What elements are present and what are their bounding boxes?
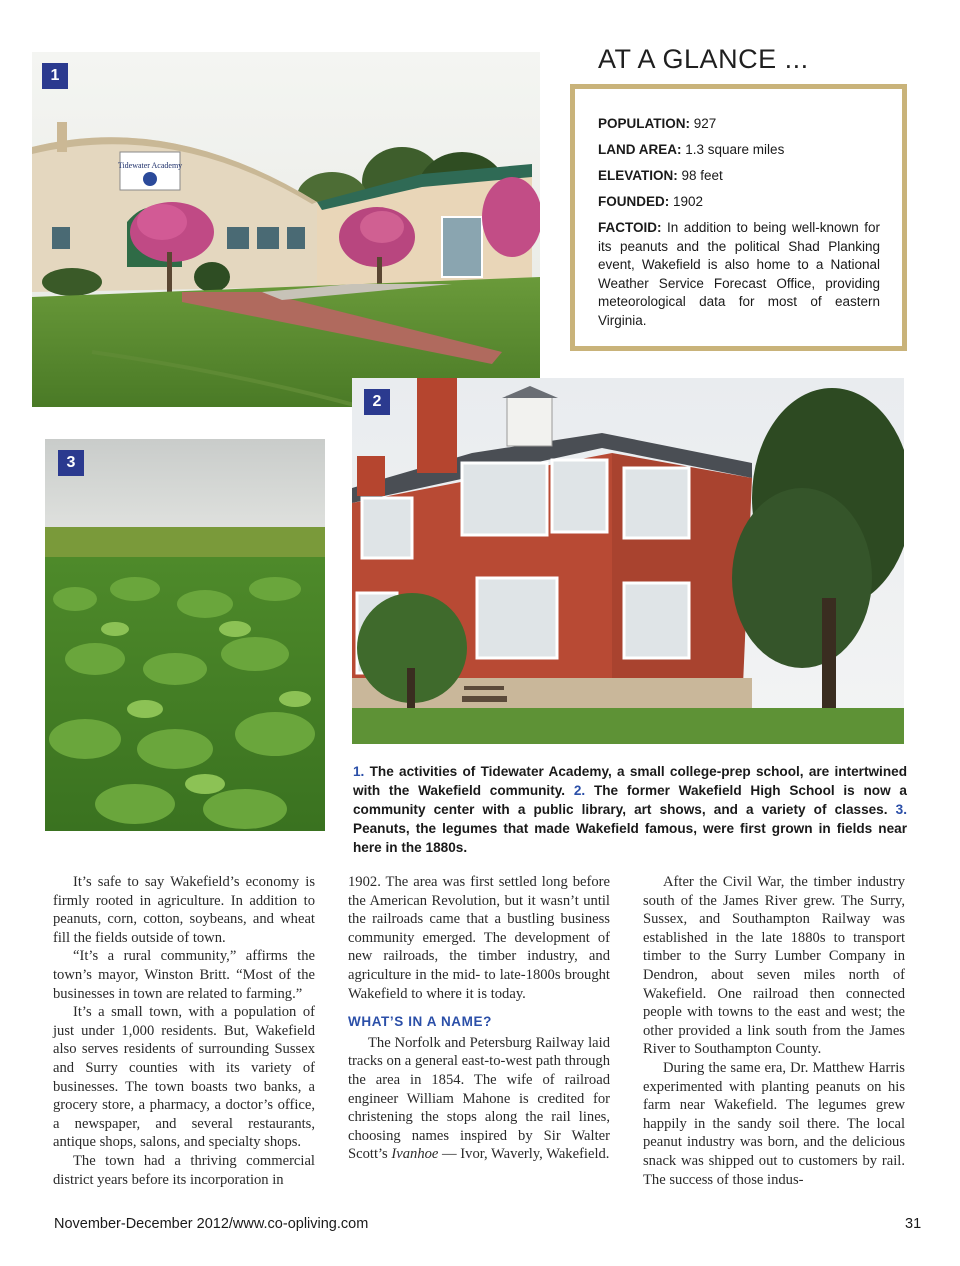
- paragraph: During the same era, Dr. Matthew Harris experimented with planting peanuts on his farm near Wakefield. The legumes grew happily in the sandy soil there. The local peanut industry was born, and the delicious snack was shipped out to customers by rail. The success of those indus-: [643, 1059, 905, 1188]
- footer-issue-url: November-December 2012/www.co-opliving.com: [54, 1216, 369, 1232]
- founded-line: [598, 193, 880, 210]
- photo-number-badge: 2: [364, 389, 390, 415]
- book-title: Ivanhoe: [391, 1146, 439, 1163]
- photo-peanut-field: [45, 439, 325, 831]
- text-run: The Norfolk and Petersburg Railway laid tracks on a general east-to-west path through the area in 1854. The wife of railroad engineer William Mahone is credited for christening the stops along the rail lines, choosing names inspired by Sir Walter Scott’s: [348, 1034, 610, 1163]
- caption-text: Peanuts, the legumes that made Wakefield famous, were first grown in fields near here in the 1880s.: [353, 821, 907, 855]
- population-value: 927: [693, 116, 717, 131]
- elevation-value: 98 feet: [681, 168, 723, 183]
- elevation-line: [598, 167, 880, 184]
- photo-number-badge: 3: [58, 450, 84, 476]
- article-column-3: [643, 873, 905, 1189]
- paragraph: The town had a thriving commercial district years before its incorporation in: [53, 1152, 315, 1188]
- paragraph: “It’s a rural community,” affirms the town’s mayor, Winston Britt. “Most of the businesses in town are related to farming.”: [53, 948, 315, 1002]
- land-area-value: 1.3 square miles: [685, 142, 785, 157]
- article-column-2: [348, 873, 610, 1164]
- section-heading: WHAT’S IN A NAME?: [348, 1014, 492, 1030]
- founded-value: 1902: [673, 194, 704, 209]
- paragraph: 1902. The area was first settled long before the American Revolution, but it wasn’t until the railroads came that a bustling business community emerged. The development of new railroads, the timber industry, and agriculture in the mid- to late-1800s brought Wakefield to where it is today.: [348, 874, 610, 1002]
- paragraph: [348, 1034, 610, 1164]
- photo-former-high-school: [352, 378, 904, 744]
- caption-number: 2.: [573, 783, 586, 798]
- page-number: 31: [905, 1216, 922, 1232]
- factoid: [598, 219, 880, 330]
- paragraph: It’s a small town, with a population of just under 1,000 residents. But, Wakefield also serves residents of surrounding Sussex and Surry counties with its variety of businesses. The town boasts two banks, a grocery store, a pharmacy, a doctor’s office, a newspaper, and several restaurants, antique shops, salons, and specialty shops.: [53, 1004, 315, 1151]
- caption-number: 3.: [895, 802, 907, 817]
- caption-text: The activities of Tidewater Academy, a small college-prep school, are intertwined with the Wakefield community.: [353, 764, 907, 798]
- article-column-1: [53, 873, 315, 1189]
- paragraph: After the Civil War, the timber industry south of the James River grew. The Surry, Sussex, and Southampton Railway was established in the late 1880s to transport timber to the Surry Lumber Company in Dendron, about seven miles north of Wakefield. One railroad then connected people with towns to the east and west; the other provided a link south from the James River to Southampton County.: [643, 874, 905, 1058]
- text-run: — Ivor, Waverly, Wakefield.: [438, 1146, 610, 1163]
- population-line: [598, 115, 880, 132]
- photo-tidewater-academy: [32, 52, 540, 407]
- population-label: POPULATION:: [598, 116, 690, 131]
- founded-label: FOUNDED:: [598, 194, 670, 209]
- land-area-label: LAND AREA:: [598, 142, 682, 157]
- sign-text: Tidewater Academy: [117, 161, 183, 170]
- caption-text: The former Wakefield High School is now a community center with a public library, art shows, and a variety of classes.: [353, 783, 907, 817]
- land-area-line: [598, 141, 880, 158]
- glance-title: AT A GLANCE ...: [598, 44, 809, 74]
- paragraph: It’s safe to say Wakefield’s economy is firmly rooted in agriculture. In addition to peanuts, corn, cotton, soybeans, and wheat fill the fields outside of town.: [53, 874, 315, 946]
- factoid-label: FACTOID:: [598, 220, 662, 235]
- elevation-label: ELEVATION:: [598, 168, 678, 183]
- photo-caption: [353, 762, 907, 857]
- photo-number-badge: 1: [42, 63, 68, 89]
- caption-number: 1.: [353, 764, 365, 779]
- at-a-glance-box: [570, 84, 907, 351]
- factoid-text: In addition to being well-known for its peanuts and the political Shad Planking event, Wakefield is also home to a National Weather Service Forecast Office, providing meteorological data for most of eastern Virginia.: [598, 220, 880, 328]
